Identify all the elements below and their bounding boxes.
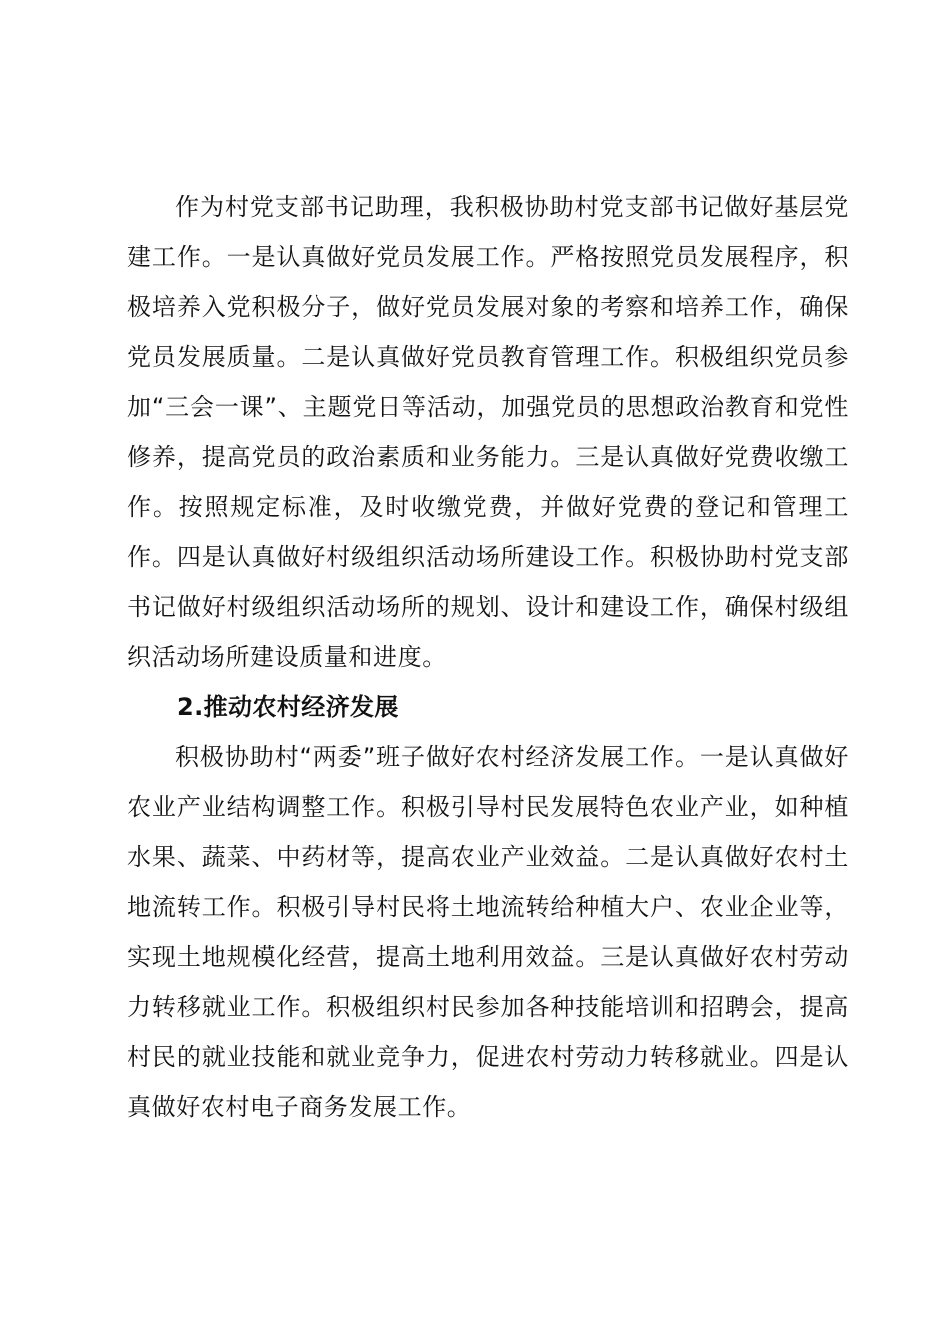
section-heading-rural-economy: 2.推动农村经济发展 <box>177 693 399 721</box>
paragraph-party-building: 作为村党支部书记助理，我积极协助村党支部书记做好基层党建工作。一是认真做好党员发展工作。严格按照党员发展程序，积极培养入党积极分子，做好党员发展对象的考察和培养工作，确保党员发展质量。二是认真做好党员教育管理工作。积极组织党员参加“三会一课”、主题党日等活动，加强党员的思想政治教育和党性修养，提高党员的政治素质和业务能力。三是认真做好党费收缴工作。按照规定标准，及时收缴党费，并做好党费的登记和管理工作。四是认真做好村级组织活动场所建设工作。积极协助村党支部书记做好村级组织活动场所的规划、设计和建设工作，确保村级组织活动场所建设质量和进度。 <box>127 193 849 671</box>
paragraph-rural-economy: 积极协助村“两委”班子做好农村经济发展工作。一是认真做好农业产业结构调整工作。积极引导村民发展特色农业产业，如种植水果、蔬菜、中药材等，提高农业产业效益。二是认真做好农村土地流转工作。积极引导村民将土地流转给种植大户、农业企业等，实现土地规模化经营，提高土地利用效益。三是认真做好农村劳动力转移就业工作。积极组织村民参加各种技能培训和招聘会，提高村民的就业技能和就业竞争力，促进农村劳动力转移就业。四是认真做好农村电子商务发展工作。 <box>127 743 849 1121</box>
document-body <box>127 182 849 1132</box>
